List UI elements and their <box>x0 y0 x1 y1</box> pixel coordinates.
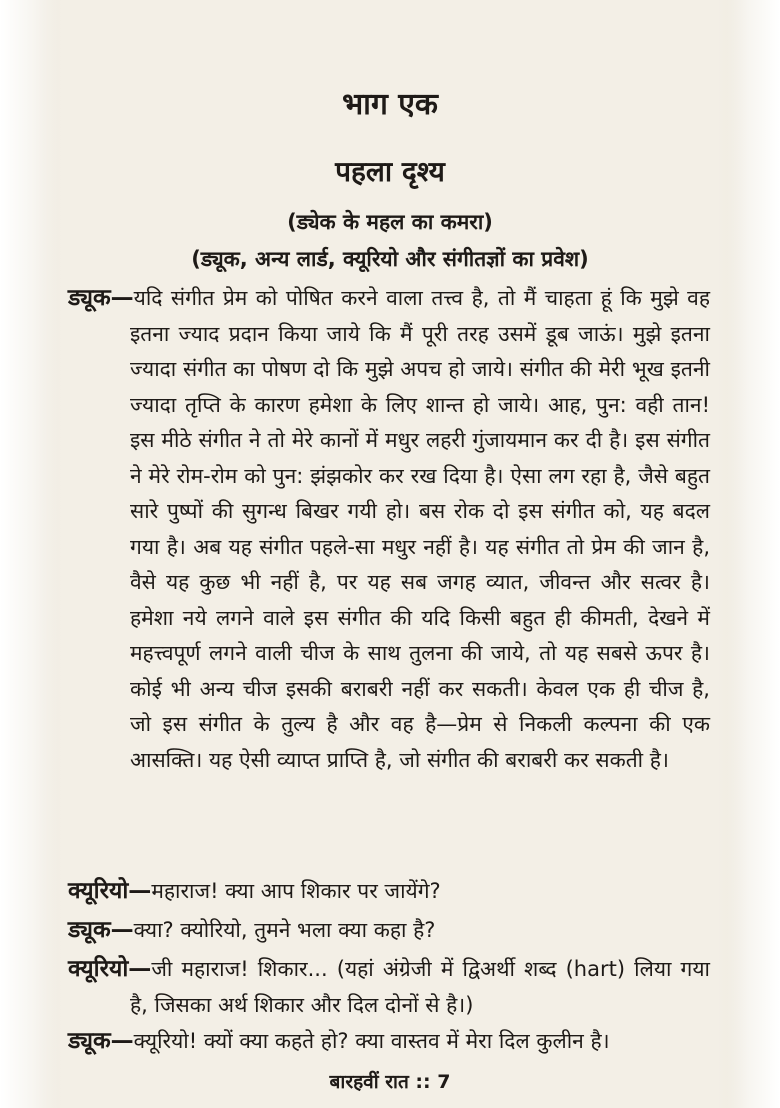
dialogue-text: महाराज! क्या आप शिकार पर जायेंगे? <box>151 879 441 903</box>
act-heading: भाग एक <box>342 87 438 122</box>
scene-heading: पहला दृश्य <box>335 155 445 188</box>
dialogue-text: यदि संगीत प्रेम को पोषित करने वाला तत्त्व है, तो मैं चाहता हूं कि मुझे वह इतना ज्याद प्रदान किया जाये कि मैं पूरी तरह उसमें डूब जाऊं। मुझे इतना ज्यादा संगीत का पोषण दो कि मुझे अपच हो जाये। संगीत की मेरी भूख इतनी ज्यादा तृप्ति के कारण हमेशा के लिए शान्त हो जाये। आह, पुन: वही तान! इस मीठे संगीत ने तो मेरे कानों में मधुर लहरी गुंजायमान कर दी है। इस संगीत ने मेरे रोम-रोम को पुन: झंझकोर कर रख दिया है। ऐसा लग रहा है, जैसे बहुत सारे पुष्पों की सुगन्ध बिखर गयी हो। बस रोक दो इस संगीत को, यह बदल गया है। अब यह संगीत पहले-सा मधुर नहीं है। यह संगीत तो प्रेम की जान है, वैसे यह कुछ भी नहीं है, पर यह सब जगह व्यात, जीवन्त और सत्वर है। हमेशा नये लगने वाले इस संगीत की यदि किसी बहुत ही कीमती, देखने में महत्त्वपूर्ण लगने वाली चीज के साथ तुलना की जाये, तो यह सबसे ऊपर है। कोई भी अन्य चीज इसकी बराबरी नहीं कर सकती। केवल एक ही चीज है, जो इस संगीत के तुल्य है और वह है—प्रेम से निकली कल्पना की एक आसक्ति। यह ऐसी व्याप्त प्राप्ति है, जो संगीत की बराबरी कर सकती है। <box>130 286 710 772</box>
dialogue-text: क्या? क्योरियो, तुमने भला क्या कहा है? <box>133 918 436 942</box>
dialogue-block <box>68 874 710 910</box>
speaker-name: क्यूरियो— <box>68 956 152 982</box>
speaker-name: ड्यूक— <box>68 917 134 943</box>
entry-direction: (ड्यूक, अन्य लार्ड, क्यूरियो और संगीतज्ञों का प्रवेश) <box>191 247 589 271</box>
dialogue-text: क्यूरियो! क्यों क्या कहते हो? क्या वास्तव में मेरा दिल कुलीन है। <box>133 1029 610 1053</box>
dialogue-block <box>68 913 710 949</box>
dialogue-block <box>68 281 710 778</box>
dialogue-block <box>68 1024 710 1060</box>
speaker-name: ड्यूक— <box>68 285 134 311</box>
speaker-name: ड्यूक— <box>68 1028 134 1054</box>
dialogue-text: जी महाराज! शिकार... (यहां अंग्रेजी में द्विअर्थी शब्द (hart) लिया गया है, जिसका अर्थ शिकार और दिल दोनों से है।) <box>130 957 710 1017</box>
setting-direction: (ड्येक के महल का कमरा) <box>287 210 493 234</box>
page-footer: बारहवीं रात :: 7 <box>329 1071 451 1093</box>
dialogue-block <box>68 952 710 1023</box>
speaker-name: क्यूरियो— <box>68 878 152 904</box>
